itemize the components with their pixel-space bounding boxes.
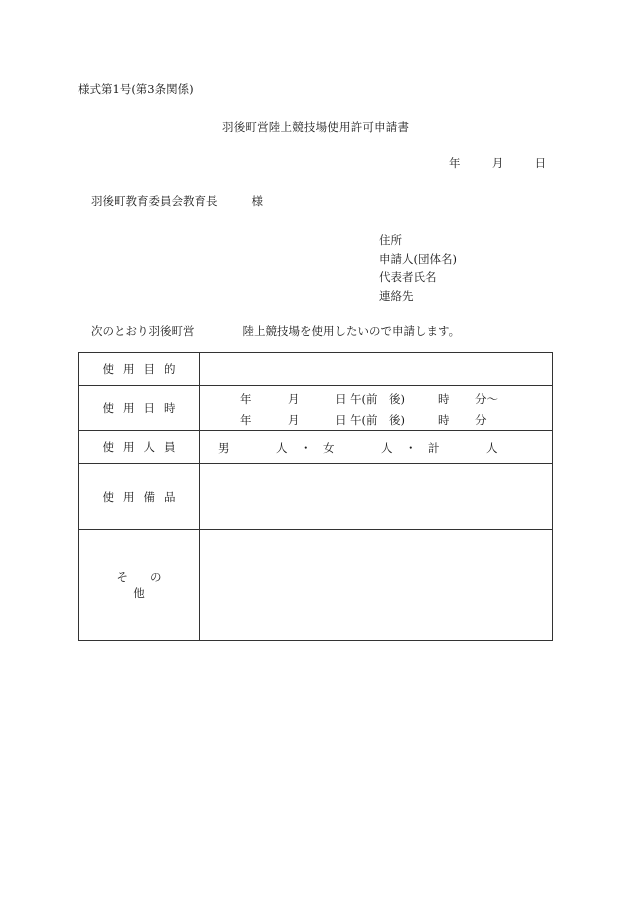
people-label: 使用人員 [102, 440, 185, 454]
other-label-cell [79, 530, 200, 641]
people-male-label: 男 [218, 441, 230, 455]
application-statement [91, 323, 460, 339]
end-year: 年 [240, 413, 252, 427]
start-day: 日 [335, 392, 347, 406]
addressee [91, 193, 263, 209]
people-total-unit: 人 [486, 441, 498, 455]
purpose-field[interactable] [200, 353, 553, 386]
people-male-unit: 人 [276, 441, 288, 455]
document-title: 羽後町営陸上競技場使用許可申請書 [222, 120, 410, 134]
form-number: 様式第1号(第3条関係) [78, 82, 194, 96]
datetime-label: 使用日時 [102, 401, 185, 415]
end-ampm: 午(前 後) [350, 413, 405, 427]
row-equipment [79, 464, 553, 530]
equipment-label-cell [79, 464, 200, 530]
date-year: 年 [449, 156, 461, 170]
row-purpose [79, 353, 553, 386]
applicant-name-label: 申請人(団体名) [379, 251, 457, 266]
statement-part1: 次のとおり羽後町営 [91, 324, 195, 338]
applicant-block [379, 231, 457, 305]
start-year: 年 [240, 392, 252, 406]
start-minute: 分〜 [475, 392, 498, 406]
datetime-field[interactable] [200, 386, 553, 431]
people-female-label: 女 [323, 441, 335, 455]
date-month: 月 [491, 156, 504, 170]
people-separator-1: ・ [300, 441, 312, 455]
date-day: 日 [534, 156, 547, 170]
people-total-label: 計 [428, 441, 440, 455]
row-other [79, 530, 553, 641]
people-separator-2: ・ [405, 441, 417, 455]
other-field[interactable] [200, 530, 553, 641]
end-hour: 時 [438, 413, 450, 427]
row-people [79, 431, 553, 464]
end-day: 日 [335, 413, 347, 427]
application-table [78, 352, 553, 641]
applicant-contact-label: 連絡先 [379, 288, 414, 303]
start-month: 月 [288, 392, 300, 406]
date-line [449, 155, 546, 171]
other-label: その他 [116, 570, 184, 600]
equipment-field[interactable] [200, 464, 553, 530]
applicant-representative-label: 代表者氏名 [379, 270, 437, 284]
end-minute: 分 [475, 413, 487, 427]
datetime-label-cell [79, 386, 200, 431]
statement-part2: 陸上競技場を使用したいので申請します。 [242, 324, 461, 338]
addressee-name: 羽後町教育委員会教育長 [91, 194, 218, 208]
equipment-label: 使用備品 [102, 489, 185, 504]
people-label-cell [79, 431, 200, 464]
end-month: 月 [288, 413, 300, 427]
people-field[interactable] [200, 431, 553, 464]
addressee-honorific: 様 [251, 194, 263, 208]
start-ampm: 午(前 後) [350, 392, 405, 406]
people-female-unit: 人 [381, 441, 393, 455]
start-hour: 時 [438, 392, 450, 406]
applicant-address-label: 住所 [379, 233, 402, 247]
purpose-label: 使用目的 [102, 362, 185, 376]
purpose-label-cell [79, 353, 200, 386]
row-datetime [79, 386, 553, 431]
